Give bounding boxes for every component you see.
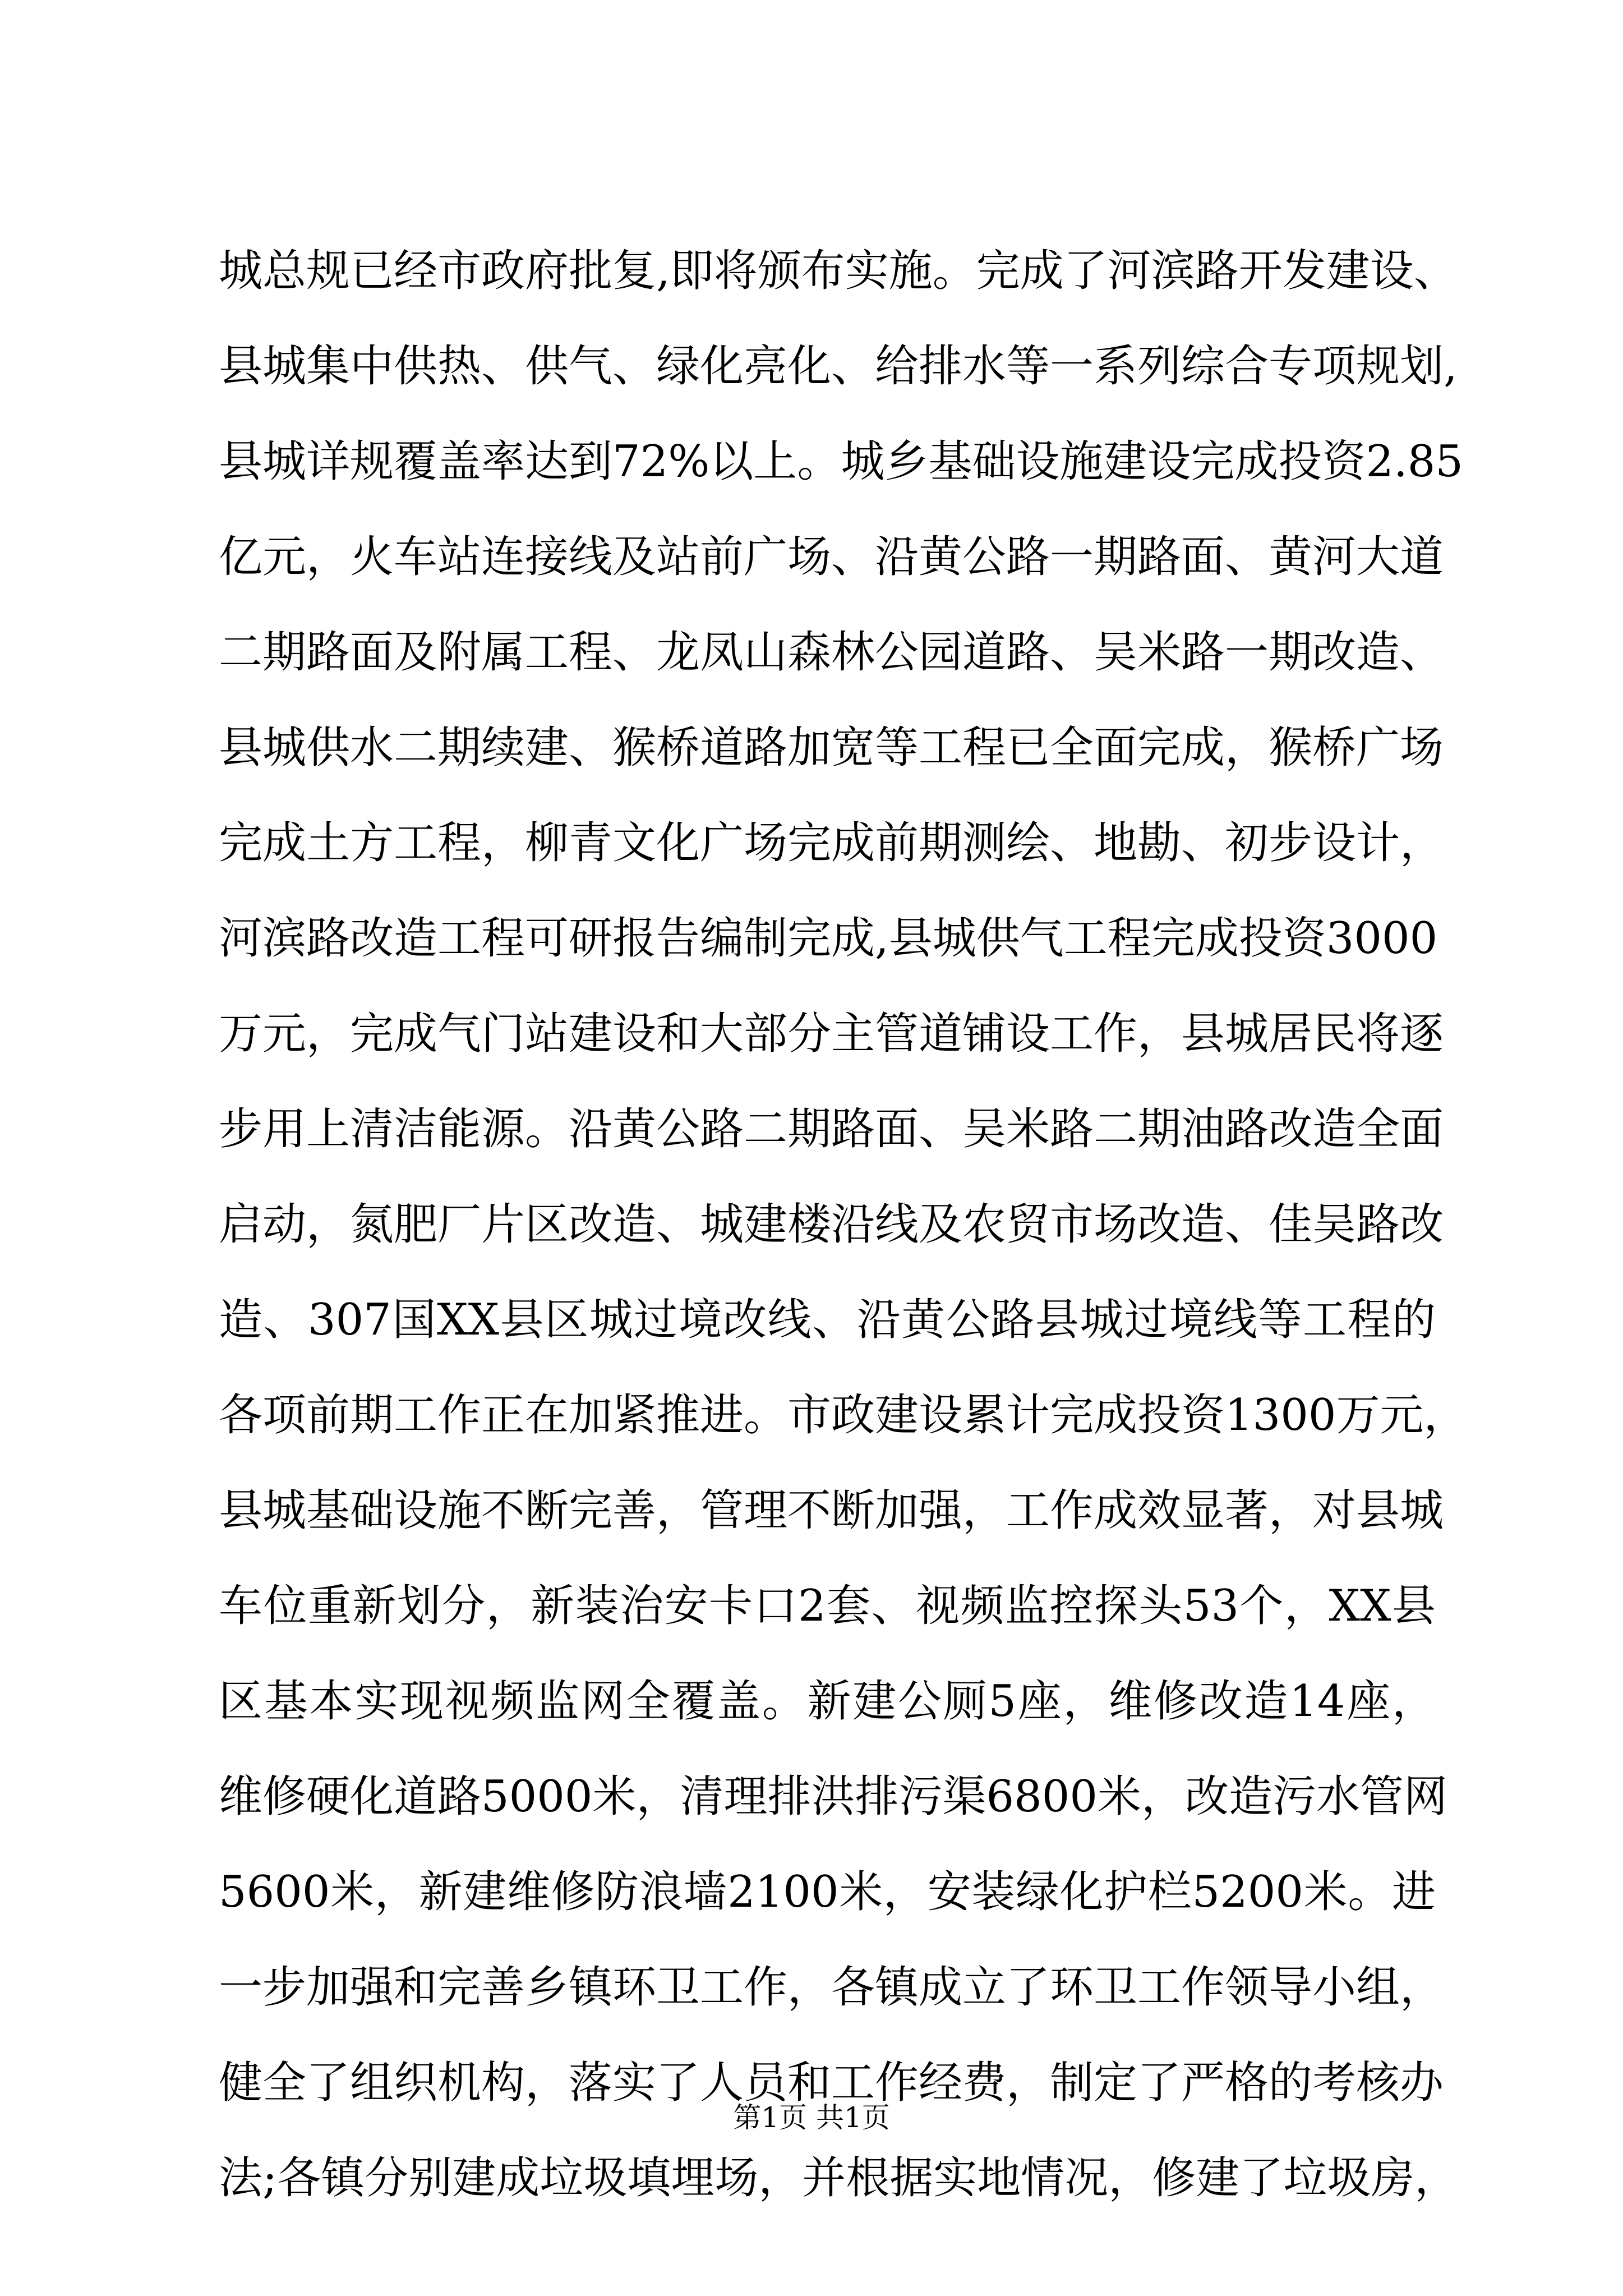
text-line: 维修硬化道路5000米，清理排洪排污渠6800米，改造污水管网	[219, 1772, 1448, 1822]
text-line: 县城详规覆盖率达到72%以上。城乡基础设施建设完成投资2.85	[219, 436, 1464, 487]
text-line: 一步加强和完善乡镇环卫工作，各镇成立了环卫工作领导小组，	[219, 1962, 1444, 2013]
text-line: 步用上清洁能源。沿黄公路二期路面、吴米路二期油路改造全面	[219, 1104, 1444, 1154]
text-line: 造、307国XX县区城过境改线、沿黄公路县城过境线等工程的	[219, 1295, 1436, 1345]
text-line: 县城集中供热、供气、绿化亮化、给排水等一系列综合专项规划,	[219, 341, 1458, 392]
text-line: 各项前期工作正在加紧推进。市政建设累计完成投资1300万元，	[219, 1390, 1468, 1441]
text-line: 万元，完成气门站建设和大部分主管道铺设工作，县城居民将逐	[219, 1009, 1444, 1059]
text-line: 启动，氮肥厂片区改造、城建楼沿线及农贸市场改造、佳吴路改	[219, 1199, 1444, 1250]
text-line: 法;各镇分别建成垃圾填埋场，并根据实地情况，修建了垃圾房，	[219, 2153, 1459, 2203]
body-paragraph	[219, 223, 1468, 2226]
text-line: 县城基础设施不断完善，管理不断加强，工作成效显著，对县城	[219, 1485, 1444, 1536]
page-number-footer: 第1页 共1页	[733, 2101, 890, 2134]
text-line: 二期路面及附属工程、龙凤山森林公园道路、吴米路一期改造、	[219, 627, 1444, 678]
text-line: 完成土方工程，柳青文化广场完成前期测绘、地勘、初步设计，	[219, 818, 1444, 868]
text-line: 车位重新划分，新装治安卡口2套、视频监控探头53个，XX县	[219, 1581, 1436, 1631]
text-line: 河滨路改造工程可研报告编制完成,县城供气工程完成投资3000	[219, 913, 1438, 964]
text-line: 健全了组织机构，落实了人员和工作经费，制定了严格的考核办	[219, 2058, 1444, 2108]
text-line: 区基本实现视频监网全覆盖。新建公厕5座，维修改造14座，	[219, 1676, 1436, 1727]
text-line: 城总规已经市政府批复,即将颁布实施。完成了河滨路开发建设、	[219, 246, 1458, 296]
text-line: 县城供水二期续建、猴桥道路加宽等工程已全面完成，猴桥广场	[219, 723, 1444, 773]
text-line: 亿元，火车站连接线及站前广场、沿黄公路一期路面、黄河大道	[219, 532, 1444, 582]
text-line: 5600米，新建维修防浪墙2100米，安装绿化护栏5200米。进	[219, 1867, 1436, 1917]
